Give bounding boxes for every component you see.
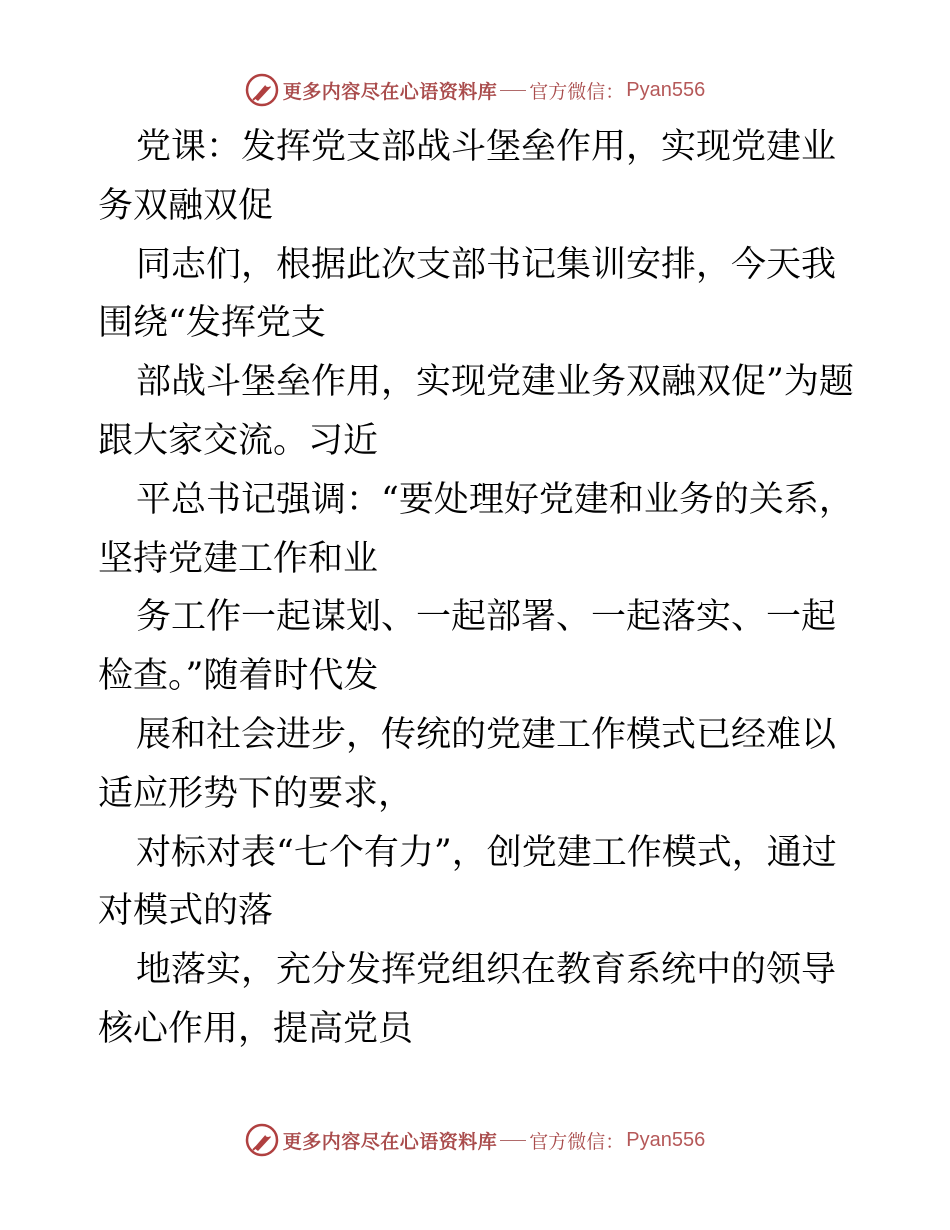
watermark-dash [500,1140,526,1141]
watermark-footer [0,1120,950,1160]
watermark-dash [500,90,526,91]
wechat-label: 官方微信： [529,80,625,103]
pen-logo-icon [245,73,279,107]
document-title: 党课：发挥党支部战斗堡垒作用，实现党建业务双融双促 [98,127,837,226]
wechat-id: Pyan556 [626,78,706,101]
watermark-text: 更多内容尽在心语资料库 [282,80,498,103]
paragraph: 对标对表“七个有力”，创党建工作模式，通过对模式的落 [98,832,837,932]
pen-logo-icon [245,1123,279,1157]
watermark-header [0,70,950,110]
paragraph: 部战斗堡垒作用，实现党建业务双融双促”为题跟大家交流。习近 [98,362,854,461]
wechat-id: Pyan556 [626,1128,706,1151]
watermark-text: 更多内容尽在心语资料库 [282,1130,498,1153]
paragraph: 平总书记强调：“要处理好党建和业务的关系，坚持党建工作和业 [98,479,854,579]
wechat-label: 官方微信： [529,1130,625,1153]
paragraph: 务工作一起谋划、一起部署、一起落实、一起检查。”随着时代发 [98,597,837,697]
paragraph: 展和社会进步，传统的党建工作模式已经难以适应形势下的要求， [98,714,837,814]
paragraph: 地落实，充分发挥党组织在教育系统中的领导核心作用，提高党员 [98,950,837,1049]
document-body [98,118,858,1059]
paragraph: 同志们，根据此次支部书记集训安排，今天我围绕“发挥党支 [98,244,837,344]
